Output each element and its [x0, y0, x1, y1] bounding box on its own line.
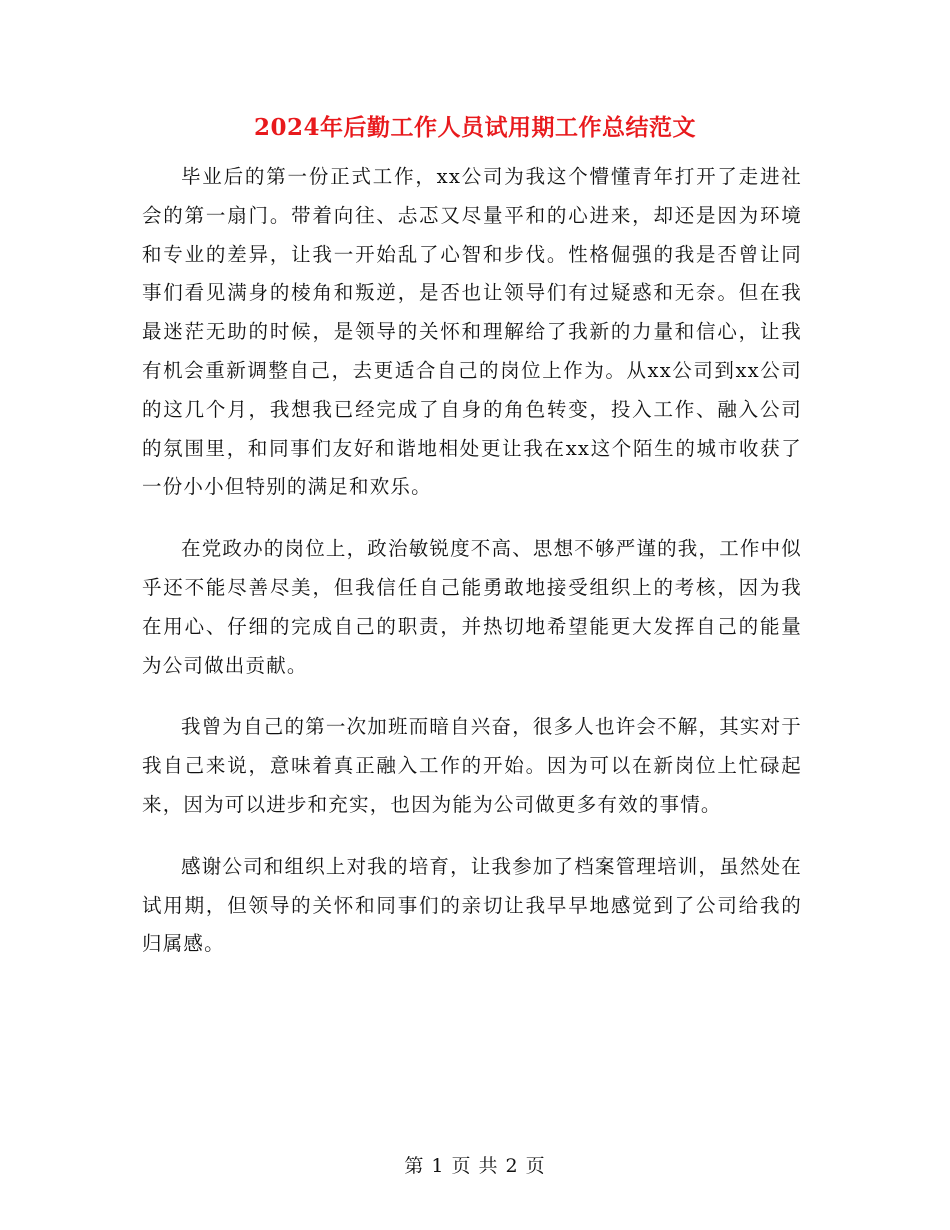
paragraph-3: 我曾为自己的第一次加班而暗自兴奋，很多人也许会不解，其实对于我自己来说，意味着真正融入工作的开始。因为可以在新岗位上忙碌起来，因为可以进步和充实，也因为能为公司做更多有效的事情。	[142, 715, 803, 816]
document-title: 2024年后勤工作人员试用期工作总结范文	[253, 114, 696, 141]
document-body	[142, 158, 802, 987]
page-number-footer: 第 1 页 共 2 页	[404, 1155, 546, 1177]
paragraph-2: 在党政办的岗位上，政治敏锐度不高、思想不够严谨的我，工作中似乎还不能尽善尽美，但我信任自己能勇敢地接受组织上的考核，因为我在用心、仔细的完成自己的职责，并热切地希望能更大发挥自己的能量为公司做出贡献。	[142, 537, 803, 677]
paragraph-4: 感谢公司和组织上对我的培育，让我参加了档案管理培训，虽然处在试用期，但领导的关怀和同事们的亲切让我早早地感觉到了公司给我的归属感。	[142, 854, 803, 956]
paragraph-1: 毕业后的第一份正式工作，xx公司为我这个懵懂青年打开了走进社会的第一扇门。带着向往、忐忑又尽量平和的心进来，却还是因为环境和专业的差异，让我一开始乱了心智和步伐。性格倔强的我是否曾让同事们看见满身的棱角和叛逆，是否也让领导们有过疑惑和无奈。但在我最迷茫无助的时候，是领导的关怀和理解给了我新的力量和信心，让我有机会重新调整自己，去更适合自己的岗位上作为。从xx公司到xx公司的这几个月，我想我已经完成了自身的角色转变，投入工作、融入公司的氛围里，和同事们友好和谐地相处更让我在xx这个陌生的城市收获了一份小小但特别的满足和欢乐。	[142, 165, 802, 499]
